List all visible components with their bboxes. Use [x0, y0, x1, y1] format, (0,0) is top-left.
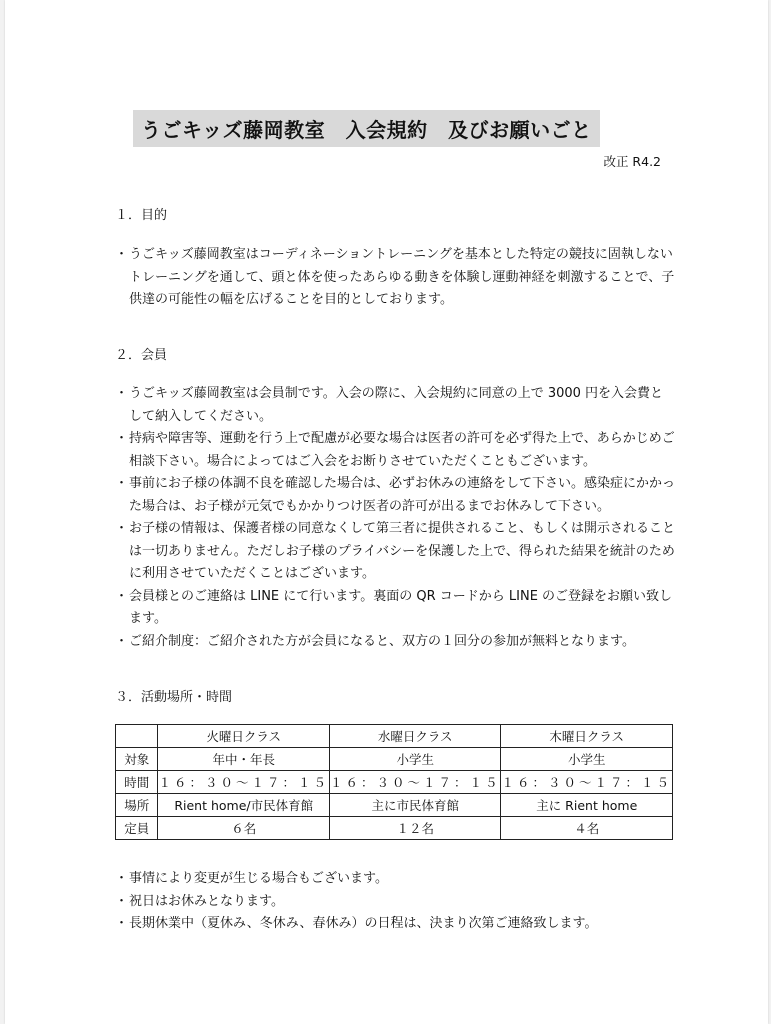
table-cell: 小学生 [501, 748, 673, 771]
page-title: うごキッズ藤岡教室 入会規約 及びお願いごと [133, 110, 600, 147]
bullet-mark: ・ [115, 916, 129, 931]
table-corner-cell [116, 725, 158, 748]
activities-notes-list [115, 868, 675, 936]
section-heading-purpose: １．目的 [115, 208, 168, 223]
list-item [115, 913, 675, 936]
row-header-time: 時間 [116, 771, 158, 794]
health-consult-text: 持病や障害等、運動を行う上で配慮が必要な場合は医者の許可を必ず得た上で、あらかじめご相談下さい。場合によってはご入会をお断りさせていただくこともございます。 [129, 431, 675, 469]
table-cell: 主に市民体育館 [329, 794, 501, 817]
column-header-wednesday: 水曜日クラス [329, 725, 501, 748]
illness-rule-text: 事前にお子様の体調不良を確認した場合は、必ずお休みの連絡をして下さい。感染症にかかった場合は、お子様が元気でもかかりつけ医者の許可が出るまでお休みして下さい。 [129, 476, 676, 514]
table-cell: ６名 [158, 817, 330, 840]
column-header-thursday: 木曜日クラス [501, 725, 673, 748]
note-text: 事情により変更が生じる場合もございます。 [129, 871, 388, 886]
row-header-target: 対象 [116, 748, 158, 771]
list-item [115, 586, 675, 631]
bullet-mark: ・ [115, 633, 129, 649]
table-cell: １６：３０～１７：１５ [329, 771, 501, 794]
table-cell: 小学生 [329, 748, 501, 771]
table-cell: ４名 [501, 817, 673, 840]
privacy-text: お子様の情報は、保護者様の同意なくして第三者に提供されること、もしくは開示されることは一切ありません。ただしお子様のプライバシーを保護した上で、得られた結果を統計のために利用させていただくことはございます。 [129, 521, 676, 581]
document-page [5, 0, 768, 1024]
note-text: 長期休業中（夏休み、冬休み、春休み）の日程は、決まり次第ご連絡致します。 [129, 916, 598, 931]
table-row [116, 794, 673, 817]
bullet-mark: ・ [115, 476, 129, 491]
note-text: 祝日はお休みとなります。 [129, 893, 284, 909]
bullet-mark: ・ [115, 893, 129, 909]
table-cell: １２名 [329, 817, 501, 840]
list-item [115, 428, 675, 473]
purpose-text: うごキッズ藤岡教室はコーディネーショントレーニングを基本とした特定の競技に固執しないトレーニングを通して、頭と体を使ったあらゆる動きを体験し運動神経を刺激することで、子供達の可能性の幅を広げることを目的としております。 [129, 247, 675, 307]
list-item [115, 891, 675, 914]
table-row [116, 748, 673, 771]
table-cell: 主に Rient home [501, 794, 673, 817]
membership-list [115, 383, 675, 653]
table-header-row [116, 725, 673, 748]
bullet-mark: ・ [115, 386, 129, 401]
referral-text: ご紹介制度：ご紹介された方が会員になると、双方の１回分の参加が無料となります。 [129, 633, 635, 649]
table-row [116, 817, 673, 840]
list-item [115, 518, 675, 586]
list-item [115, 244, 675, 312]
row-header-capacity: 定員 [116, 817, 158, 840]
table-cell: １６：３０～１７：１５ [158, 771, 330, 794]
bullet-mark: ・ [115, 247, 129, 262]
line-contact-text: 会員様とのご連絡は LINE にて行います。裏面の QR コードから LINE のご登録をお願い致します。 [129, 588, 673, 626]
table-cell: Rient home/市民体育館 [158, 794, 330, 817]
column-header-tuesday: 火曜日クラス [158, 725, 330, 748]
table-cell: 年中・年長 [158, 748, 330, 771]
bullet-mark: ・ [115, 871, 129, 886]
bullet-mark: ・ [115, 521, 129, 536]
bullet-mark: ・ [115, 431, 129, 446]
list-item [115, 473, 675, 518]
membership-fee-text: うごキッズ藤岡教室は会員制です。入会の際に、入会規約に同意の上で 3000 円を入会費として納入してください。 [129, 386, 664, 424]
table-cell: １６：３０～１７：１５ [501, 771, 673, 794]
revision-label: 改正 R4.2 [603, 154, 661, 169]
bullet-mark: ・ [115, 588, 129, 604]
purpose-list [115, 244, 675, 312]
schedule-table [115, 724, 673, 840]
table-row [116, 771, 673, 794]
list-item [115, 631, 675, 654]
row-header-place: 場所 [116, 794, 158, 817]
section-heading-membership: ２．会員 [115, 348, 168, 363]
list-item [115, 868, 675, 891]
section-heading-activities: ３．活動場所・時間 [115, 690, 233, 705]
list-item [115, 383, 675, 428]
